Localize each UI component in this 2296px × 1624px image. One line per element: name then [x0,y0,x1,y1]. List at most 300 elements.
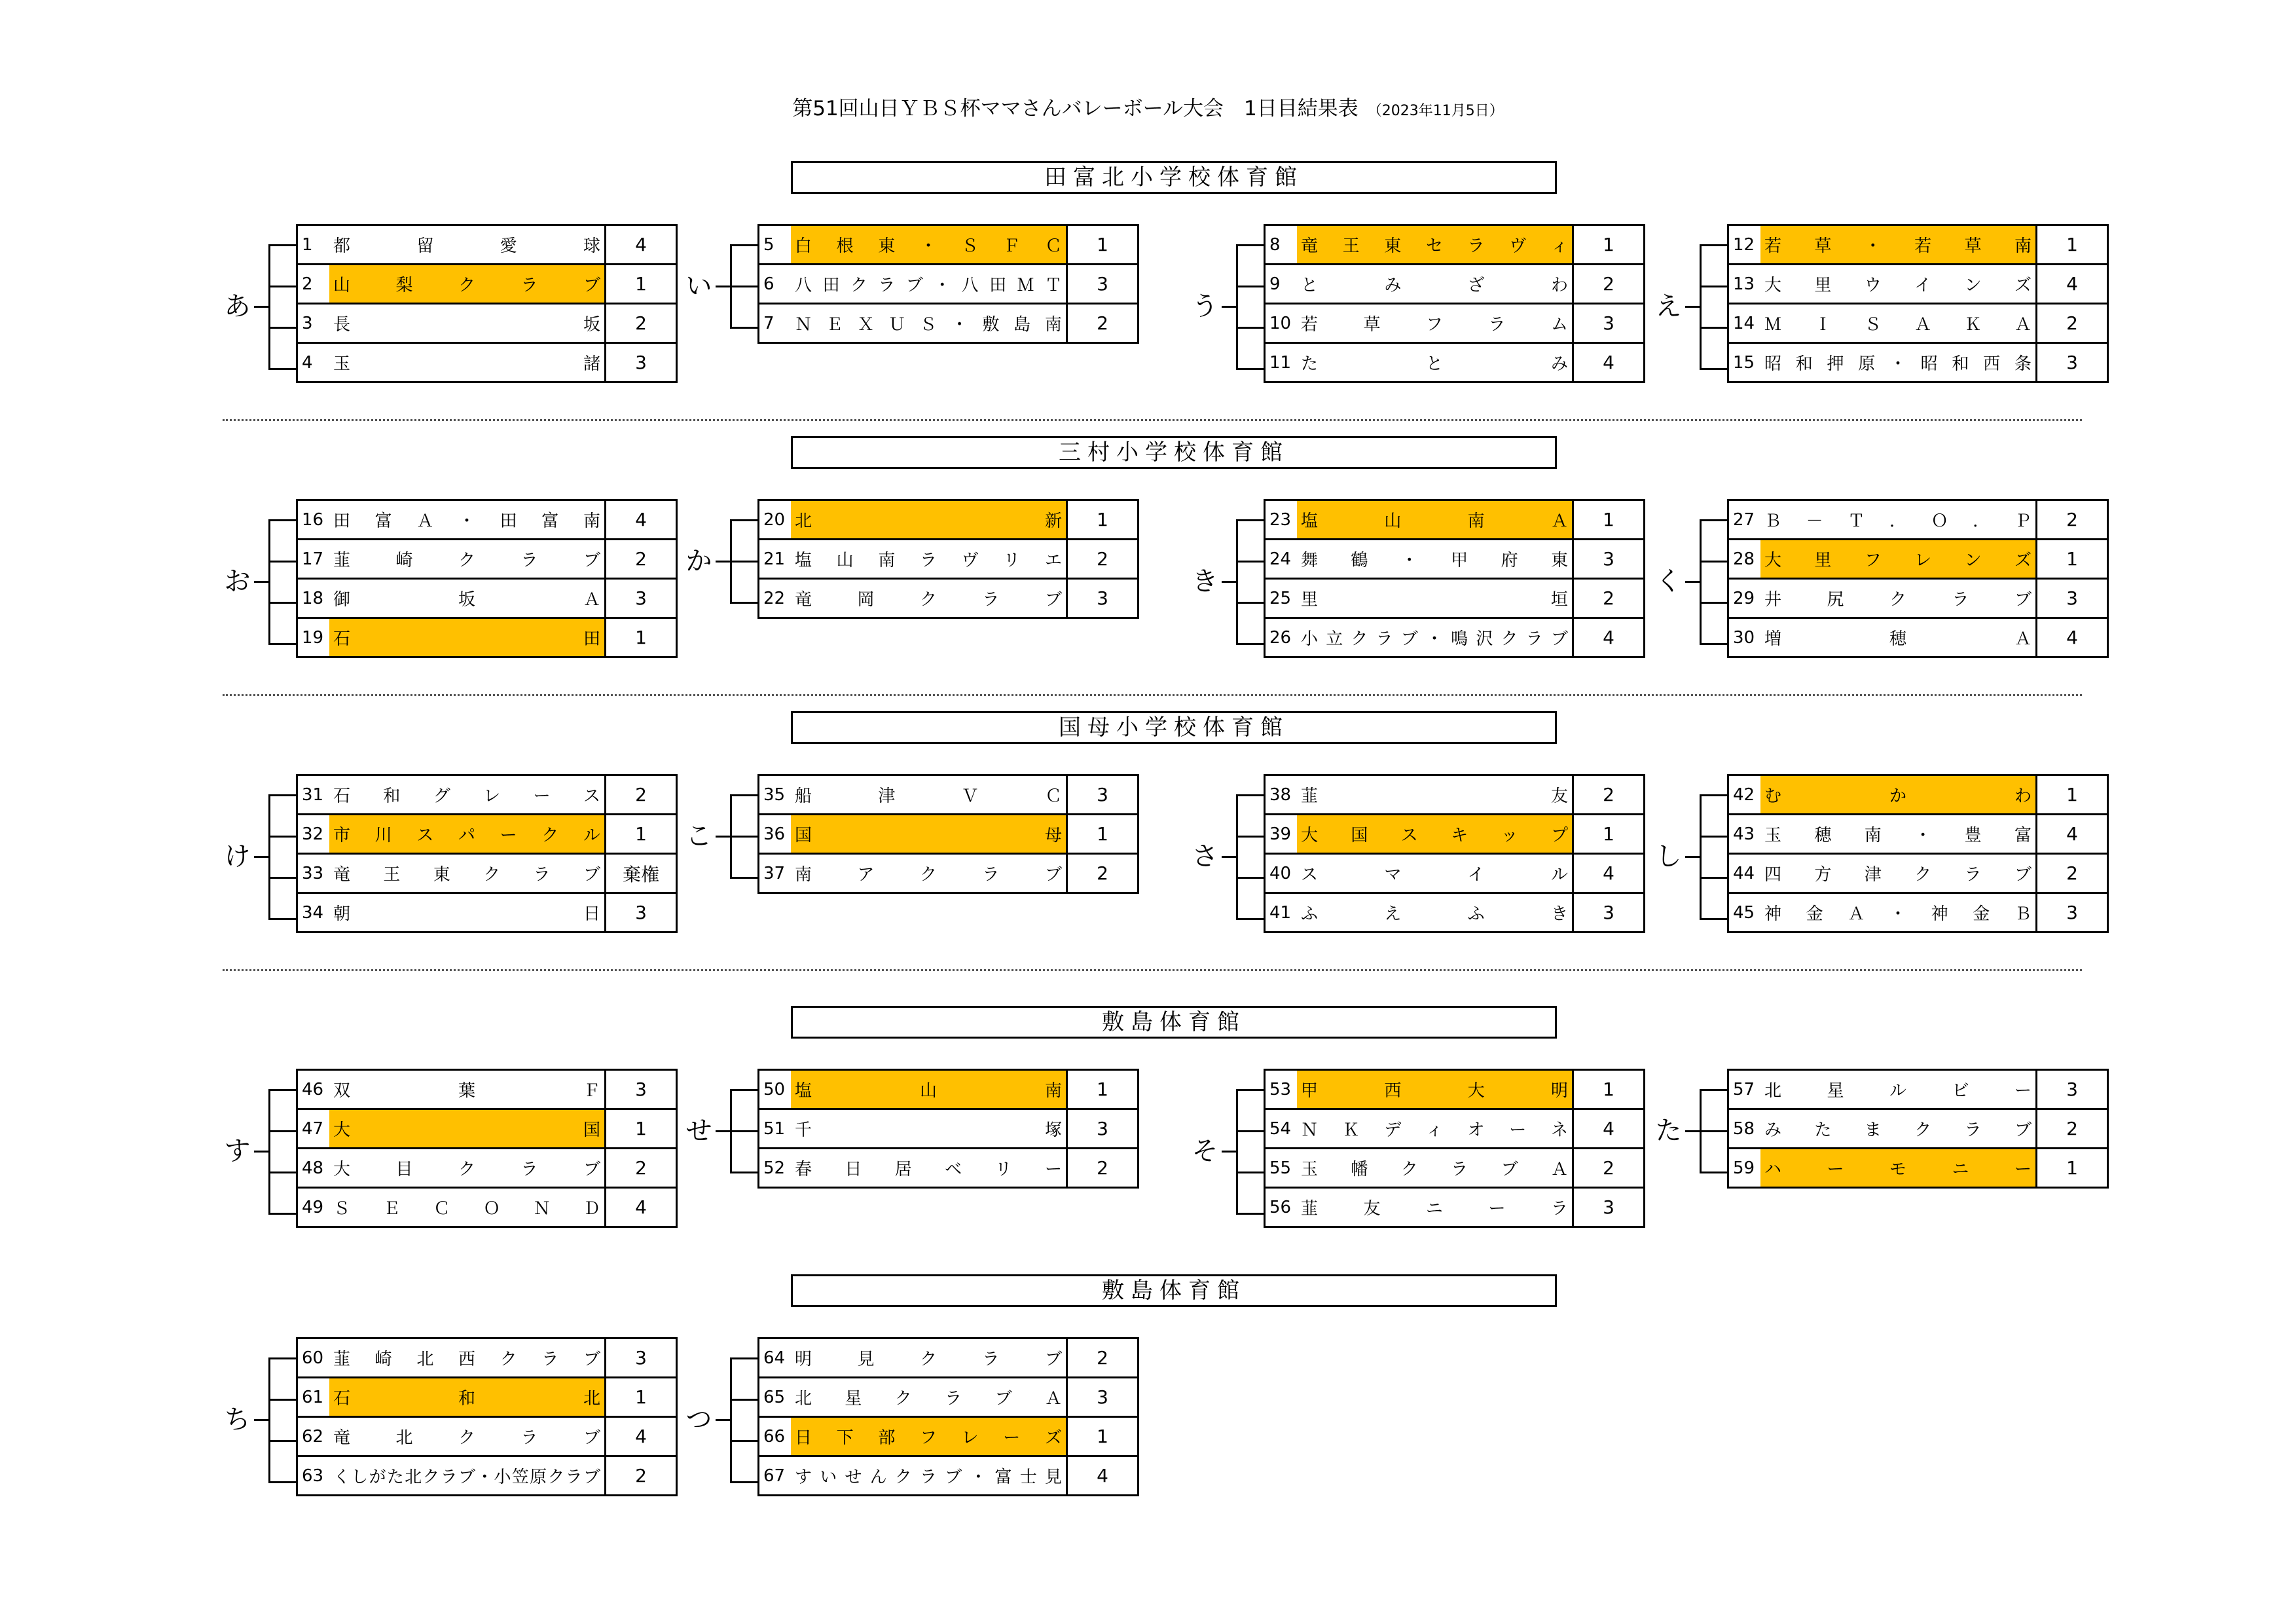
team-name: 山 梨 ク ラ ブ [333,276,600,295]
team-name-cell [1297,225,1573,265]
group-label: す [224,1136,251,1166]
team-name: 小 立 ク ラ ブ ・ 鳴 沢 ク ラ ブ [1301,629,1568,649]
bracket-line [730,519,757,521]
bracket-line [1700,794,1727,796]
team-result: 2 [606,304,677,343]
team-result: 1 [606,815,677,854]
bracket-line [1236,286,1264,287]
bracket-line [268,1089,296,1091]
team-number: 17 [297,540,330,579]
bracket-line [716,286,730,287]
bracket-line [268,918,296,920]
bracket-line [1222,1151,1236,1153]
team-number: 48 [297,1149,330,1188]
team-row [1265,854,1645,893]
team-row [1265,343,1645,382]
bracket-line [730,327,757,329]
team-name: 大 目 ク ラ ブ [333,1160,600,1179]
team-row [1265,225,1645,265]
team-name-cell [329,1338,606,1378]
bracket-line [268,520,270,644]
bracket-line [1700,877,1727,879]
team-name: 竜 王 東 ク ラ ブ [333,865,600,885]
bracket-line [1236,836,1264,838]
group-label: う [1192,291,1218,322]
team-name-cell [329,1378,606,1417]
team-name: 南 ア ク ラ ブ [795,865,1062,885]
team-number: 37 [759,854,792,893]
team-row [759,854,1139,893]
team-number: 36 [759,815,792,854]
team-result: 1 [1067,1417,1139,1456]
team-row [759,1378,1139,1417]
team-name: 竜 岡 ク ラ ブ [795,590,1062,610]
bracket-line [730,602,757,604]
bracket-line [1700,918,1727,920]
team-result: 1 [1067,1070,1139,1109]
team-row [759,225,1139,265]
bracket-line [268,794,296,796]
team-row [1728,343,2108,382]
team-number: 12 [1728,225,1761,265]
team-row [1265,265,1645,304]
bracket-line [268,519,296,521]
team-name-cell [791,1338,1067,1378]
team-name: 千 塚 [795,1120,1062,1140]
team-row [1728,775,2108,815]
team-number: 15 [1728,343,1761,382]
group-label: そ [1192,1136,1218,1166]
bracket-line [268,245,270,369]
team-name-cell [329,893,606,932]
team-row [297,343,677,382]
team-result: 4 [2037,618,2108,657]
team-row [297,579,677,618]
team-row [297,1378,677,1417]
team-result: 3 [1067,1109,1139,1149]
team-row [297,893,677,932]
team-number: 31 [297,775,330,815]
bracket-line [730,1399,757,1401]
team-name-cell [329,540,606,579]
group-table [1264,224,1645,383]
team-name: 大 国 ス キ ッ プ [1301,826,1568,845]
team-name: 船 津 Ｖ Ｃ [795,786,1062,806]
group-table [757,774,1139,894]
team-result: 1 [1573,500,1645,540]
team-name: 市 川 ス パ ー ク ル [333,826,600,845]
team-name: 塩 山 南 Ａ [1301,511,1568,531]
group-label: こ [685,821,712,851]
team-row [1265,618,1645,657]
team-name-cell [329,1188,606,1227]
team-name: 長 坂 [333,315,600,335]
team-name: 竜 王 東 セ ラ ヴ ィ [1301,236,1568,256]
bracket-line [1236,368,1264,370]
team-number: 55 [1265,1149,1298,1188]
team-result: 4 [1573,1109,1645,1149]
bracket-line [268,1213,296,1215]
bracket-line [1236,561,1264,563]
team-result: 棄権 [606,854,677,893]
team-row [759,1109,1139,1149]
team-number: 41 [1265,893,1298,932]
bracket-line [730,1481,757,1483]
team-number: 56 [1265,1188,1298,1227]
team-name-cell [791,540,1067,579]
bracket-line [1222,856,1236,858]
team-name-cell [1297,1070,1573,1109]
team-number: 42 [1728,775,1761,815]
team-result: 3 [2037,893,2108,932]
bracket-line [1700,368,1727,370]
team-name-cell [1297,1149,1573,1188]
team-name: 田 富 Ａ ・ 田 富 南 [333,511,600,531]
team-row [297,1109,677,1149]
team-name: 塩 山 南 ラ ヴ リ エ [795,551,1062,570]
team-name-cell [1297,343,1573,382]
venue-header: 敷島体育館 [791,1274,1557,1307]
team-row [1728,815,2108,854]
team-result: 3 [606,893,677,932]
bracket-line [1685,306,1700,308]
team-result: 3 [606,579,677,618]
team-name: Ｎ Ｋ デ ィ オ ー ネ [1301,1120,1568,1140]
bracket-line [1700,245,1702,369]
team-number: 40 [1265,854,1298,893]
team-row [759,815,1139,854]
team-name: む か わ [1764,786,2032,806]
team-name-cell [1297,775,1573,815]
team-name: 韮 崎 北 西 ク ラ ブ [333,1350,600,1369]
team-row [1728,265,2108,304]
team-result: 3 [1573,1188,1645,1227]
bracket-line [730,1357,757,1359]
team-name-cell [791,500,1067,540]
team-name-cell [1297,579,1573,618]
bracket-line [1236,877,1264,879]
team-result: 1 [2037,225,2108,265]
bracket-line [1236,1172,1264,1173]
team-name: 春 日 居 ベ リ ー [795,1160,1062,1179]
team-name-cell [1760,1070,2037,1109]
team-name: 大 里 ウ イ ン ズ [1764,276,2032,295]
bracket-line [268,1130,296,1132]
venue-header: 国母小学校体育館 [791,711,1557,744]
team-result: 2 [1573,265,1645,304]
team-number: 27 [1728,500,1761,540]
team-result: 1 [606,618,677,657]
team-name: 玉 諸 [333,354,600,374]
bracket-line [730,794,757,796]
team-row [1728,1149,2108,1188]
bracket-line [268,1358,270,1482]
bracket-line [1700,519,1727,521]
section-separator [223,969,2082,971]
bracket-line [1236,602,1264,604]
team-number: 52 [759,1149,792,1188]
team-name: 塩 山 南 [795,1081,1062,1101]
team-name: 若 草 フ ラ ム [1301,315,1568,335]
team-name: 北 星 ク ラ ブ Ａ [795,1389,1062,1409]
bracket-line [730,1440,757,1442]
bracket-line [1236,520,1238,644]
team-name-cell [1760,775,2037,815]
team-result: 4 [1573,343,1645,382]
team-row [759,775,1139,815]
team-row [1265,1109,1645,1149]
bracket-line [1236,327,1264,329]
team-number: 54 [1265,1109,1298,1149]
team-row [297,225,677,265]
team-name: 北 星 ル ビ ー [1764,1081,2032,1101]
team-name-cell [1297,500,1573,540]
team-number: 46 [297,1070,330,1109]
team-name-cell [1760,225,2037,265]
team-name-cell [791,1149,1067,1188]
team-number: 1 [297,225,330,265]
team-row [1728,579,2108,618]
group-label: え [1655,291,1682,322]
team-name: た と み [1301,354,1568,374]
team-number: 66 [759,1417,792,1456]
bracket-line [268,1090,270,1213]
group-table [1727,1069,2109,1189]
team-name: 玉 穂 南 ・ 豊 富 [1764,826,2032,845]
team-row [759,1070,1139,1109]
bracket-line [1236,1130,1264,1132]
bracket-line [730,244,757,246]
team-number: 33 [297,854,330,893]
team-number: 44 [1728,854,1761,893]
team-number: 35 [759,775,792,815]
team-number: 43 [1728,815,1761,854]
team-result: 4 [1573,618,1645,657]
bracket-line [1700,836,1727,838]
team-result: 2 [606,540,677,579]
team-result: 4 [606,225,677,265]
team-row [759,540,1139,579]
bracket-line [1222,581,1236,583]
team-row [297,304,677,343]
team-result: 3 [1573,540,1645,579]
team-result: 1 [1573,225,1645,265]
team-name-cell [1297,854,1573,893]
team-name: Ｓ Ｅ Ｃ Ｏ Ｎ Ｄ [333,1199,600,1219]
bracket-line [254,581,268,583]
team-number: 4 [297,343,330,382]
team-name: 明 見 ク ラ ブ [795,1350,1062,1369]
group-table [1727,774,2109,933]
team-name: 朝 日 [333,904,600,924]
bracket-line [268,368,296,370]
team-number: 22 [759,579,792,618]
bracket-line [1700,244,1727,246]
team-result: 2 [1573,775,1645,815]
group-table [296,1069,678,1228]
group-table [1264,1069,1645,1228]
team-name-cell [1760,815,2037,854]
team-row [1728,1070,2108,1109]
bracket-line [268,1399,296,1401]
team-row [1728,304,2108,343]
team-number: 14 [1728,304,1761,343]
bracket-line [254,1151,268,1153]
team-number: 11 [1265,343,1298,382]
team-number: 45 [1728,893,1761,932]
section-separator [223,694,2082,696]
team-row [1728,1109,2108,1149]
team-number: 60 [297,1338,330,1378]
team-name-cell [329,775,606,815]
bracket-line [268,1440,296,1442]
group-label: か [685,545,712,576]
team-result: 1 [2037,1149,2108,1188]
team-name: 韮 友 ニ ー ラ [1301,1199,1568,1219]
bracket-line [1236,795,1238,919]
group-table [296,774,678,933]
team-number: 28 [1728,540,1761,579]
group-label: あ [224,291,251,322]
team-result: 3 [1067,1378,1139,1417]
bracket-line [1700,561,1727,563]
team-number: 8 [1265,225,1298,265]
team-row [1265,893,1645,932]
bracket-line [730,561,757,563]
team-name: 韮 崎 ク ラ ブ [333,551,600,570]
team-row [297,540,677,579]
team-row [1265,540,1645,579]
team-name: み た ま ク ラ ブ [1764,1120,2032,1140]
team-result: 4 [2037,815,2108,854]
team-name-cell [329,618,606,657]
bracket-line [1236,244,1264,246]
team-name-cell [329,304,606,343]
team-name: 若 草 ・ 若 草 南 [1764,236,2032,256]
team-row [1265,500,1645,540]
team-result: 2 [1067,304,1139,343]
team-name: ス マ イ ル [1301,865,1568,885]
team-name: 北 新 [795,511,1062,531]
team-result: 2 [2037,1109,2108,1149]
team-number: 6 [759,265,792,304]
bracket-line [1700,643,1727,645]
team-name: 増 穂 Ａ [1764,629,2032,649]
bracket-line [1236,794,1264,796]
group-table [1727,224,2109,383]
team-number: 38 [1265,775,1298,815]
team-row [1265,579,1645,618]
team-row [1728,854,2108,893]
group-table [1727,499,2109,658]
team-result: 3 [1067,579,1139,618]
group-table [757,1069,1139,1189]
team-name-cell [1297,815,1573,854]
team-number: 5 [759,225,792,265]
team-number: 30 [1728,618,1761,657]
team-name: Ｂ － Ｔ ． Ｏ ． Ｐ [1764,511,2032,531]
team-result: 2 [2037,854,2108,893]
team-name: と み ざ わ [1301,276,1568,295]
team-row [759,304,1139,343]
team-number: 65 [759,1378,792,1417]
team-row [1728,540,2108,579]
bracket-line [1236,1213,1264,1215]
team-name: 双 葉 Ｆ [333,1081,600,1101]
team-row [297,815,677,854]
team-name-cell [1297,618,1573,657]
team-number: 57 [1728,1070,1761,1109]
section-separator [223,419,2082,421]
title-text: 第51回山日ＹＢＳ杯ママさんバレーボール大会 1日目結果表 [792,97,1358,120]
team-number: 10 [1265,304,1298,343]
team-number: 21 [759,540,792,579]
team-name: 日 下 部 フ レ ー ズ [795,1428,1062,1448]
group-label: さ [1192,841,1218,872]
bracket-line [268,1357,296,1359]
team-name-cell [791,1070,1067,1109]
team-row [297,265,677,304]
bracket-line [1236,1090,1238,1213]
team-name: 大 国 [333,1120,600,1140]
team-result: 1 [1067,225,1139,265]
team-name-cell [1760,304,2037,343]
bracket-line [1685,581,1700,583]
team-row [759,265,1139,304]
team-name: 御 坂 Ａ [333,590,600,610]
bracket-line [1700,520,1702,644]
bracket-line [1700,286,1727,287]
team-number: 2 [297,265,330,304]
team-number: 67 [759,1456,792,1496]
team-row [759,500,1139,540]
team-result: 2 [1067,540,1139,579]
group-table [296,1337,678,1496]
team-name-cell [1760,618,2037,657]
bracket-line [1685,856,1700,858]
team-number: 25 [1265,579,1298,618]
team-name-cell [329,343,606,382]
team-number: 9 [1265,265,1298,304]
team-number: 16 [297,500,330,540]
team-row [1728,500,2108,540]
bracket-line [730,286,757,287]
group-table [1264,774,1645,933]
team-row [759,579,1139,618]
team-result: 3 [1573,893,1645,932]
bracket-line [1700,1089,1727,1091]
team-result: 1 [606,265,677,304]
bracket-line [716,836,730,838]
title-date: （2023年11月5日） [1367,103,1504,119]
team-number: 34 [297,893,330,932]
team-number: 58 [1728,1109,1761,1149]
team-result: 2 [606,1456,677,1496]
team-name: 甲 西 大 明 [1301,1081,1568,1101]
bracket-line [1700,795,1702,919]
team-row [759,1456,1139,1496]
team-name: 国 母 [795,826,1062,845]
bracket-line [254,1419,268,1421]
bracket-line [716,1419,730,1421]
team-number: 24 [1265,540,1298,579]
team-name-cell [1760,265,2037,304]
venue-header: 三村小学校体育館 [791,436,1557,469]
group-label: き [1192,566,1218,597]
team-result: 4 [606,1417,677,1456]
team-name-cell [329,265,606,304]
bracket-line [1236,519,1264,521]
